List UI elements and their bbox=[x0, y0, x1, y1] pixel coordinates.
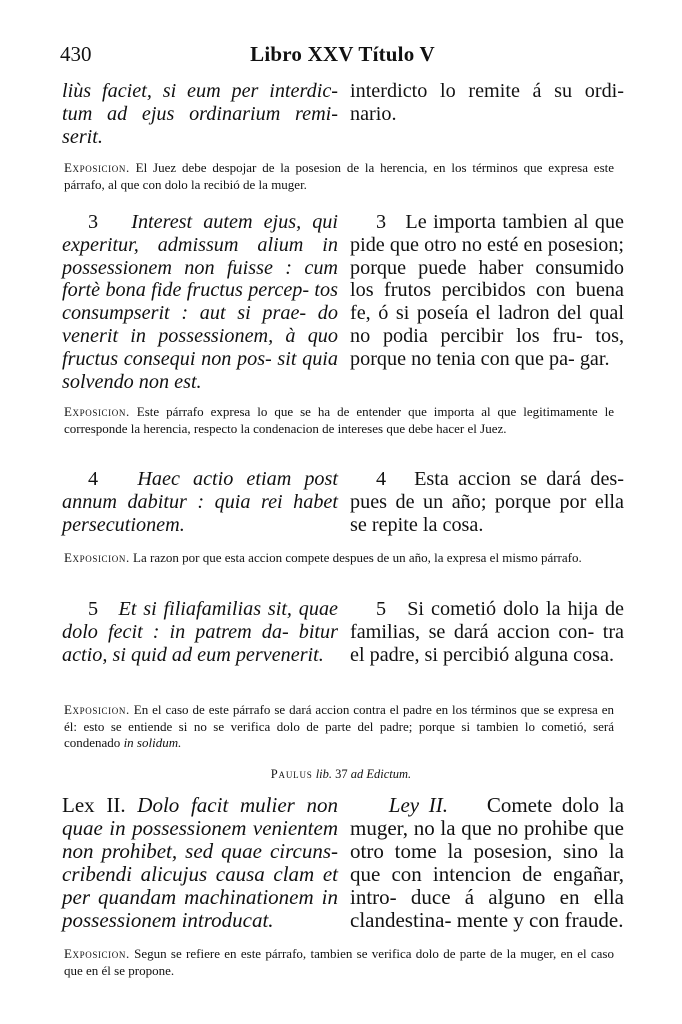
paragraph-number: 3 bbox=[376, 211, 387, 233]
page-number: 430 bbox=[60, 42, 92, 66]
paragraph-number: 5 bbox=[88, 598, 99, 620]
law-label: Lex II. bbox=[62, 793, 126, 817]
paragraph-number: 4 bbox=[376, 468, 387, 490]
text-block-continuation bbox=[62, 80, 622, 150]
exposicion-text: Este párrafo expresa lo que se ha de entender que importa al que legitimamente le corresponde la herencia, respecto la condenacion de intereses que debe hacer el Juez. bbox=[64, 404, 614, 436]
spanish-body: Esta accion se dará des- pues de un año; porque por ella se repite la cosa. bbox=[350, 468, 625, 536]
latin-text bbox=[62, 211, 338, 393]
source-attribution bbox=[0, 767, 682, 782]
spanish-body: Comete dolo la muger, no la que no prohibe que otro tome la posesion, sino la que con intencion de engañar, intro- duce á alguno en ella clandestina- mente y con fraude. bbox=[350, 793, 625, 932]
exposicion-label: Exposicion. bbox=[64, 550, 130, 565]
spanish-body: Le importa tambien al que pide que otro no esté en posesion; porque puede haber consumido los frutos percibidos con buena fe, ó si poseía el ladron del qual no podia percibir los fru- tos, porque no tenia con que pa- gar. bbox=[350, 211, 625, 370]
exposicion-text: Segun se refiere en este párrafo, tambien se verifica dolo de parte de la muger, en el caso que en él se propone. bbox=[64, 946, 614, 978]
paragraph-number: 5 bbox=[376, 598, 387, 620]
latin-body: Interest autem ejus, qui experitur, admissum alium in possessionem non fuisse : cum fortè bona fide fructus percep- tos consumpserit : aut si prae- do venerit in possessionem, à quo fructus consequi non pos- sit quia solvendo non est. bbox=[62, 211, 338, 393]
exposicion-note bbox=[64, 702, 614, 752]
exposicion-label: Exposicion. bbox=[64, 160, 130, 175]
law-label: Ley II. bbox=[388, 793, 449, 817]
spanish-text bbox=[350, 211, 624, 371]
paragraph-number: 4 bbox=[88, 468, 99, 490]
latin-text bbox=[62, 598, 338, 666]
text-block-5 bbox=[62, 598, 622, 693]
exposicion-text: El Juez debe despojar de la posesion de la herencia, en los términos que expresa este párrafo, al que con dolo la recibió de la muger. bbox=[64, 160, 615, 192]
exposicion-label: Exposicion. bbox=[64, 702, 130, 717]
spanish-text: interdicto lo remite á su ordi- nario. bbox=[350, 80, 624, 125]
text-block-4 bbox=[62, 468, 625, 538]
latin-text: liùs faciet, si eum per interdic- tum ad ejus ordinarium remi- serit. bbox=[62, 80, 338, 148]
exposicion-label: Exposicion. bbox=[64, 404, 130, 419]
exposicion-note bbox=[64, 404, 614, 437]
attribution-author: Paulus bbox=[270, 767, 313, 781]
latin-body: Haec actio etiam post annum dabitur : quia rei habet persecutionem. bbox=[62, 468, 338, 536]
exposicion-label: Exposicion. bbox=[64, 946, 130, 961]
exposicion-note bbox=[64, 946, 614, 979]
attribution-number: 37 bbox=[335, 767, 348, 781]
spanish-text bbox=[350, 598, 624, 666]
latin-text bbox=[62, 468, 338, 536]
exposicion-text: La razon por que esta accion compete despues de un año, la expresa el mismo párrafo. bbox=[133, 550, 582, 565]
latin-body: Et si filiafamilias sit, quae dolo fecit : in patrem da- bitur actio, si quid ad eum pervenerit. bbox=[62, 598, 339, 666]
exposicion-note bbox=[64, 550, 614, 567]
latin-body: Dolo facit mulier non quae in possessionem venientem non prohibet, sed quae circuns- cribendi alicujus causa clam et per quandam machinationem in possessionem introducat. bbox=[62, 793, 339, 932]
exposicion-italic: in solidum. bbox=[123, 735, 182, 751]
exposicion-text: En el caso de este párrafo se dará accion contra el padre en los términos que se expresa en él: esto se entiende si no se verifica dolo de parte del padre; porque si tambien lo cometió, será condenado bbox=[64, 702, 614, 751]
text-block-3 bbox=[62, 211, 625, 393]
attribution-lib: lib. bbox=[315, 767, 333, 781]
spanish-text bbox=[350, 468, 624, 536]
law-block-2 bbox=[62, 793, 625, 934]
page-header bbox=[60, 42, 625, 74]
spanish-text bbox=[350, 794, 624, 932]
latin-text bbox=[62, 794, 338, 932]
paragraph-number: 3 bbox=[88, 211, 99, 233]
spanish-body: Si cometió dolo la hija de familias, se dará accion con- tra el padre, si percibió alguna cosa. bbox=[350, 598, 624, 666]
attribution-work: ad Edictum. bbox=[350, 767, 412, 781]
exposicion-note bbox=[64, 160, 614, 193]
running-head: Libro XXV Título V bbox=[250, 42, 435, 66]
